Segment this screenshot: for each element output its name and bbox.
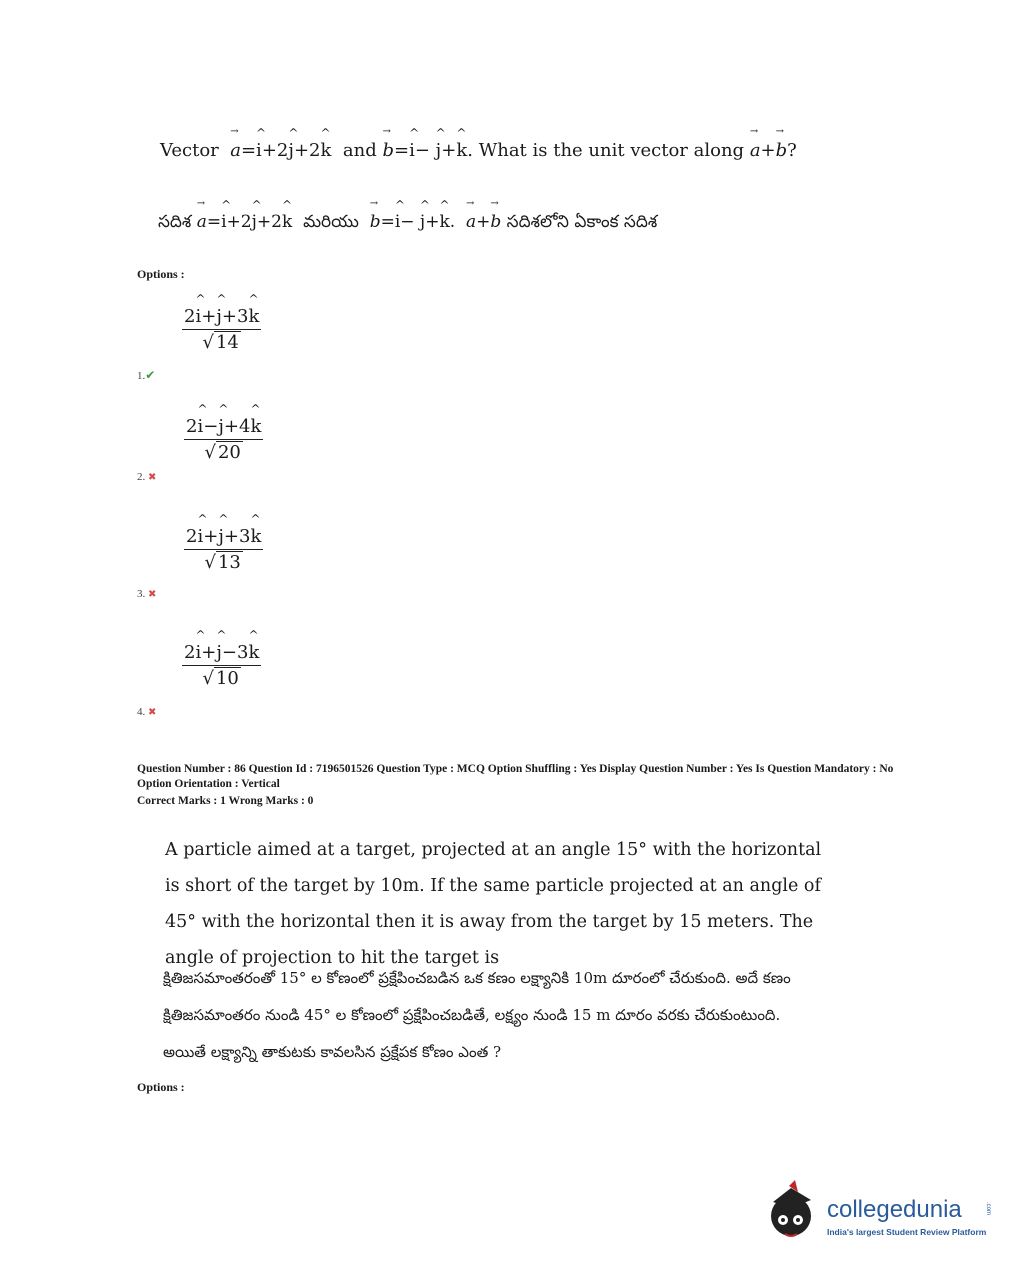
option-2-denominator: 20 bbox=[217, 442, 241, 463]
wrong-cross-icon: ✖ bbox=[148, 472, 157, 483]
collegedunia-logo bbox=[765, 1178, 995, 1248]
vector-b: → b bbox=[382, 140, 394, 161]
question-1-telugu: సదిశ → a=^ i+2^ j+2^ k మరియు → b=^ i− ^ j+^ k. → a+→ b సదిశలోని ఏకాంక సదిశ bbox=[158, 212, 657, 236]
options-label-2: Options : bbox=[137, 1080, 185, 1094]
options-label-1: Options : bbox=[137, 267, 185, 281]
logo-tagline: India's largest Student Review Platform bbox=[827, 1227, 987, 1237]
option-3-fraction[interactable]: $\frac{2\^{} i+\^{} j+3\^{} k}{√ 13}$ bbox=[184, 526, 263, 573]
option-2-index: 2. ✖ bbox=[137, 471, 157, 483]
wrong-cross-icon: ✖ bbox=[148, 707, 157, 718]
wrong-cross-icon: ✖ bbox=[148, 589, 157, 600]
meta-line-1: Question Number : 86 Question Id : 7196501526 Question Type : MCQ Option Shuffling : Yes Display Question Number : Yes Is Question Mandatory : No Option Orientation : Vertical bbox=[137, 763, 894, 790]
q1-tail: What is the unit vector along bbox=[478, 140, 745, 161]
option-2-fraction[interactable]: $\frac{2\^{} i-\^{} j+4\^{} k}{√ 20}$ bbox=[184, 416, 263, 463]
question-metadata bbox=[137, 762, 907, 809]
option-1-index: 1.✔ bbox=[137, 368, 156, 382]
q1-te-and: మరియు bbox=[303, 212, 359, 232]
question-2-english: A particle aimed at a target, projected at an angle 15° with the horizontal is short of the target by 10m. If the same particle projected at an angle of 45° with the horizontal then it is away from the target by 15 meters. The angle of projection to hit the target is bbox=[165, 840, 822, 968]
vector-a: → a bbox=[230, 140, 241, 161]
option-4-index: 4. ✖ bbox=[137, 706, 157, 718]
option-4-denominator: 10 bbox=[215, 668, 239, 689]
option-3-index: 3. ✖ bbox=[137, 588, 157, 600]
question-2-telugu: క్షితిజసమాంతరంతో 15° ల కోణంలో ప్రక్షేపించబడిన ఒక కణం లక్ష్యానికి 10m దూరంలో చేరుకుంది. అదే కణం క్షితిజసమాంతరం నుండి 45° ల కోణంలో ప్రక్షేపించబడితే, లక్ష్యం నుండి 15 m దూరం వరకు చేరుకుంటుంది. అయితే లక్ష్యాన్ని తాకుటకు కావలసిన ప్రక్షేపక కోణం ఎంత ? bbox=[163, 969, 791, 1061]
meta-line-2: Correct Marks : 1 Wrong Marks : 0 bbox=[137, 795, 314, 807]
logo-name: collegedunia bbox=[827, 1196, 962, 1223]
option-1-denominator: 14 bbox=[215, 332, 239, 353]
q1-and: and bbox=[342, 140, 377, 161]
logo-domain: .com bbox=[985, 1202, 991, 1216]
question-1-english: Vector → a=^ i+2^ j+2^ k and → b=^ i− ^ j+^ k. What is the unit vector along → a+→ b? bbox=[160, 140, 797, 161]
option-1-fraction[interactable]: $\frac{2\^{} i+\^{} j+3\^{} k}{√ 14}$ bbox=[182, 306, 261, 353]
q1-te-intro: సదిశ bbox=[158, 212, 192, 232]
q1-te-tail: సదిశలోని ఏకాంక సదిశ bbox=[506, 212, 658, 232]
correct-check-icon: ✔ bbox=[145, 368, 156, 382]
mascot-icon bbox=[765, 1178, 825, 1248]
q1-intro: Vector bbox=[160, 140, 219, 161]
option-3-denominator: 13 bbox=[217, 552, 241, 573]
option-4-fraction[interactable]: $\frac{2\^{} i+\^{} j-3\^{} k}{√ 10}$ bbox=[182, 642, 261, 689]
